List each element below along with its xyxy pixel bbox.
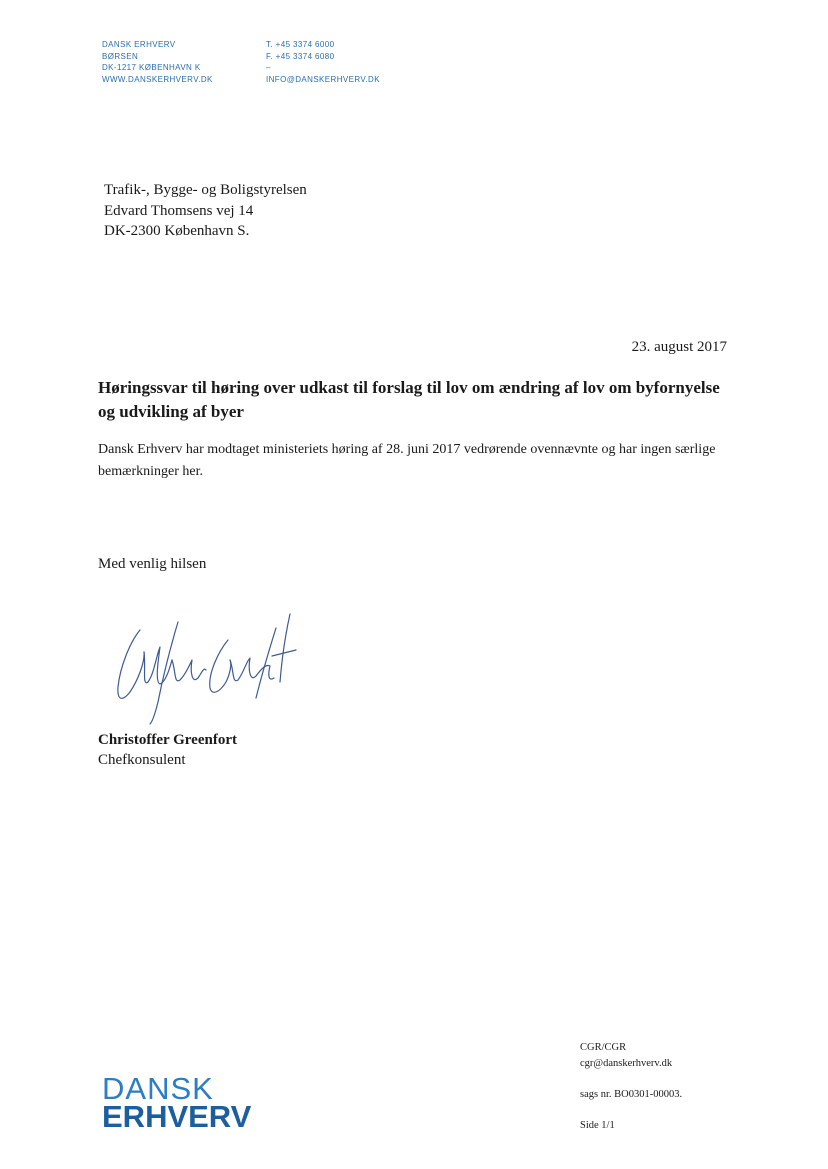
letterhead-fax: F. +45 3374 6080 [266,51,335,61]
letterhead-dash: – [266,63,271,72]
letter-body: Dansk Erhverv har modtaget ministeriets høring af 28. juni 2017 vedrørende ovennævnte og har ingen særlige bemærkninger her. [98,442,716,479]
recipient-line: Trafik-, Bygge- og Boligstyrelsen [104,182,307,198]
recipient-line: Edvard Thomsens vej 14 [104,202,254,219]
letterhead-line: DANSK ERHVERV [102,40,176,49]
letterhead-line: WWW.DANSKERHVERV.DK [102,74,213,84]
dansk-erhverv-logo [102,1071,252,1134]
letterhead-address [102,39,213,85]
logo-line-2: ERHVERV [102,1099,252,1134]
signatory-title: Chefkonsulent [98,752,186,768]
letterhead-email: INFO@DANSKERHVERV.DK [266,74,380,84]
letterhead-line: DK-1217 KØBENHAVN K [102,63,201,72]
footer-case-number: sags nr. BO0301-00003. [580,1089,683,1100]
recipient-address [104,180,307,242]
signatory-name: Christoffer Greenfort [98,732,237,748]
closing-greeting: Med venlig hilsen [98,556,207,572]
letterhead-line: BØRSEN [102,51,139,61]
footer-email: cgr@danskerhverv.dk [580,1058,673,1069]
recipient-line: DK-2300 København S. [104,223,250,239]
handwritten-signature [100,612,300,727]
letter-date: 23. august 2017 [631,339,727,355]
letter-subject: Høringssvar til høring over udkast til forslag til lov om ændring af lov om byfornyelse og udvikling af byer [98,378,720,421]
letterhead-phone: T. +45 3374 6000 [266,40,335,49]
footer-initials: CGR/CGR [580,1042,627,1053]
logo-line-1: DANSK [102,1071,214,1106]
letterhead-contact [266,39,380,85]
footer-page-number: Side 1/1 [580,1120,615,1131]
